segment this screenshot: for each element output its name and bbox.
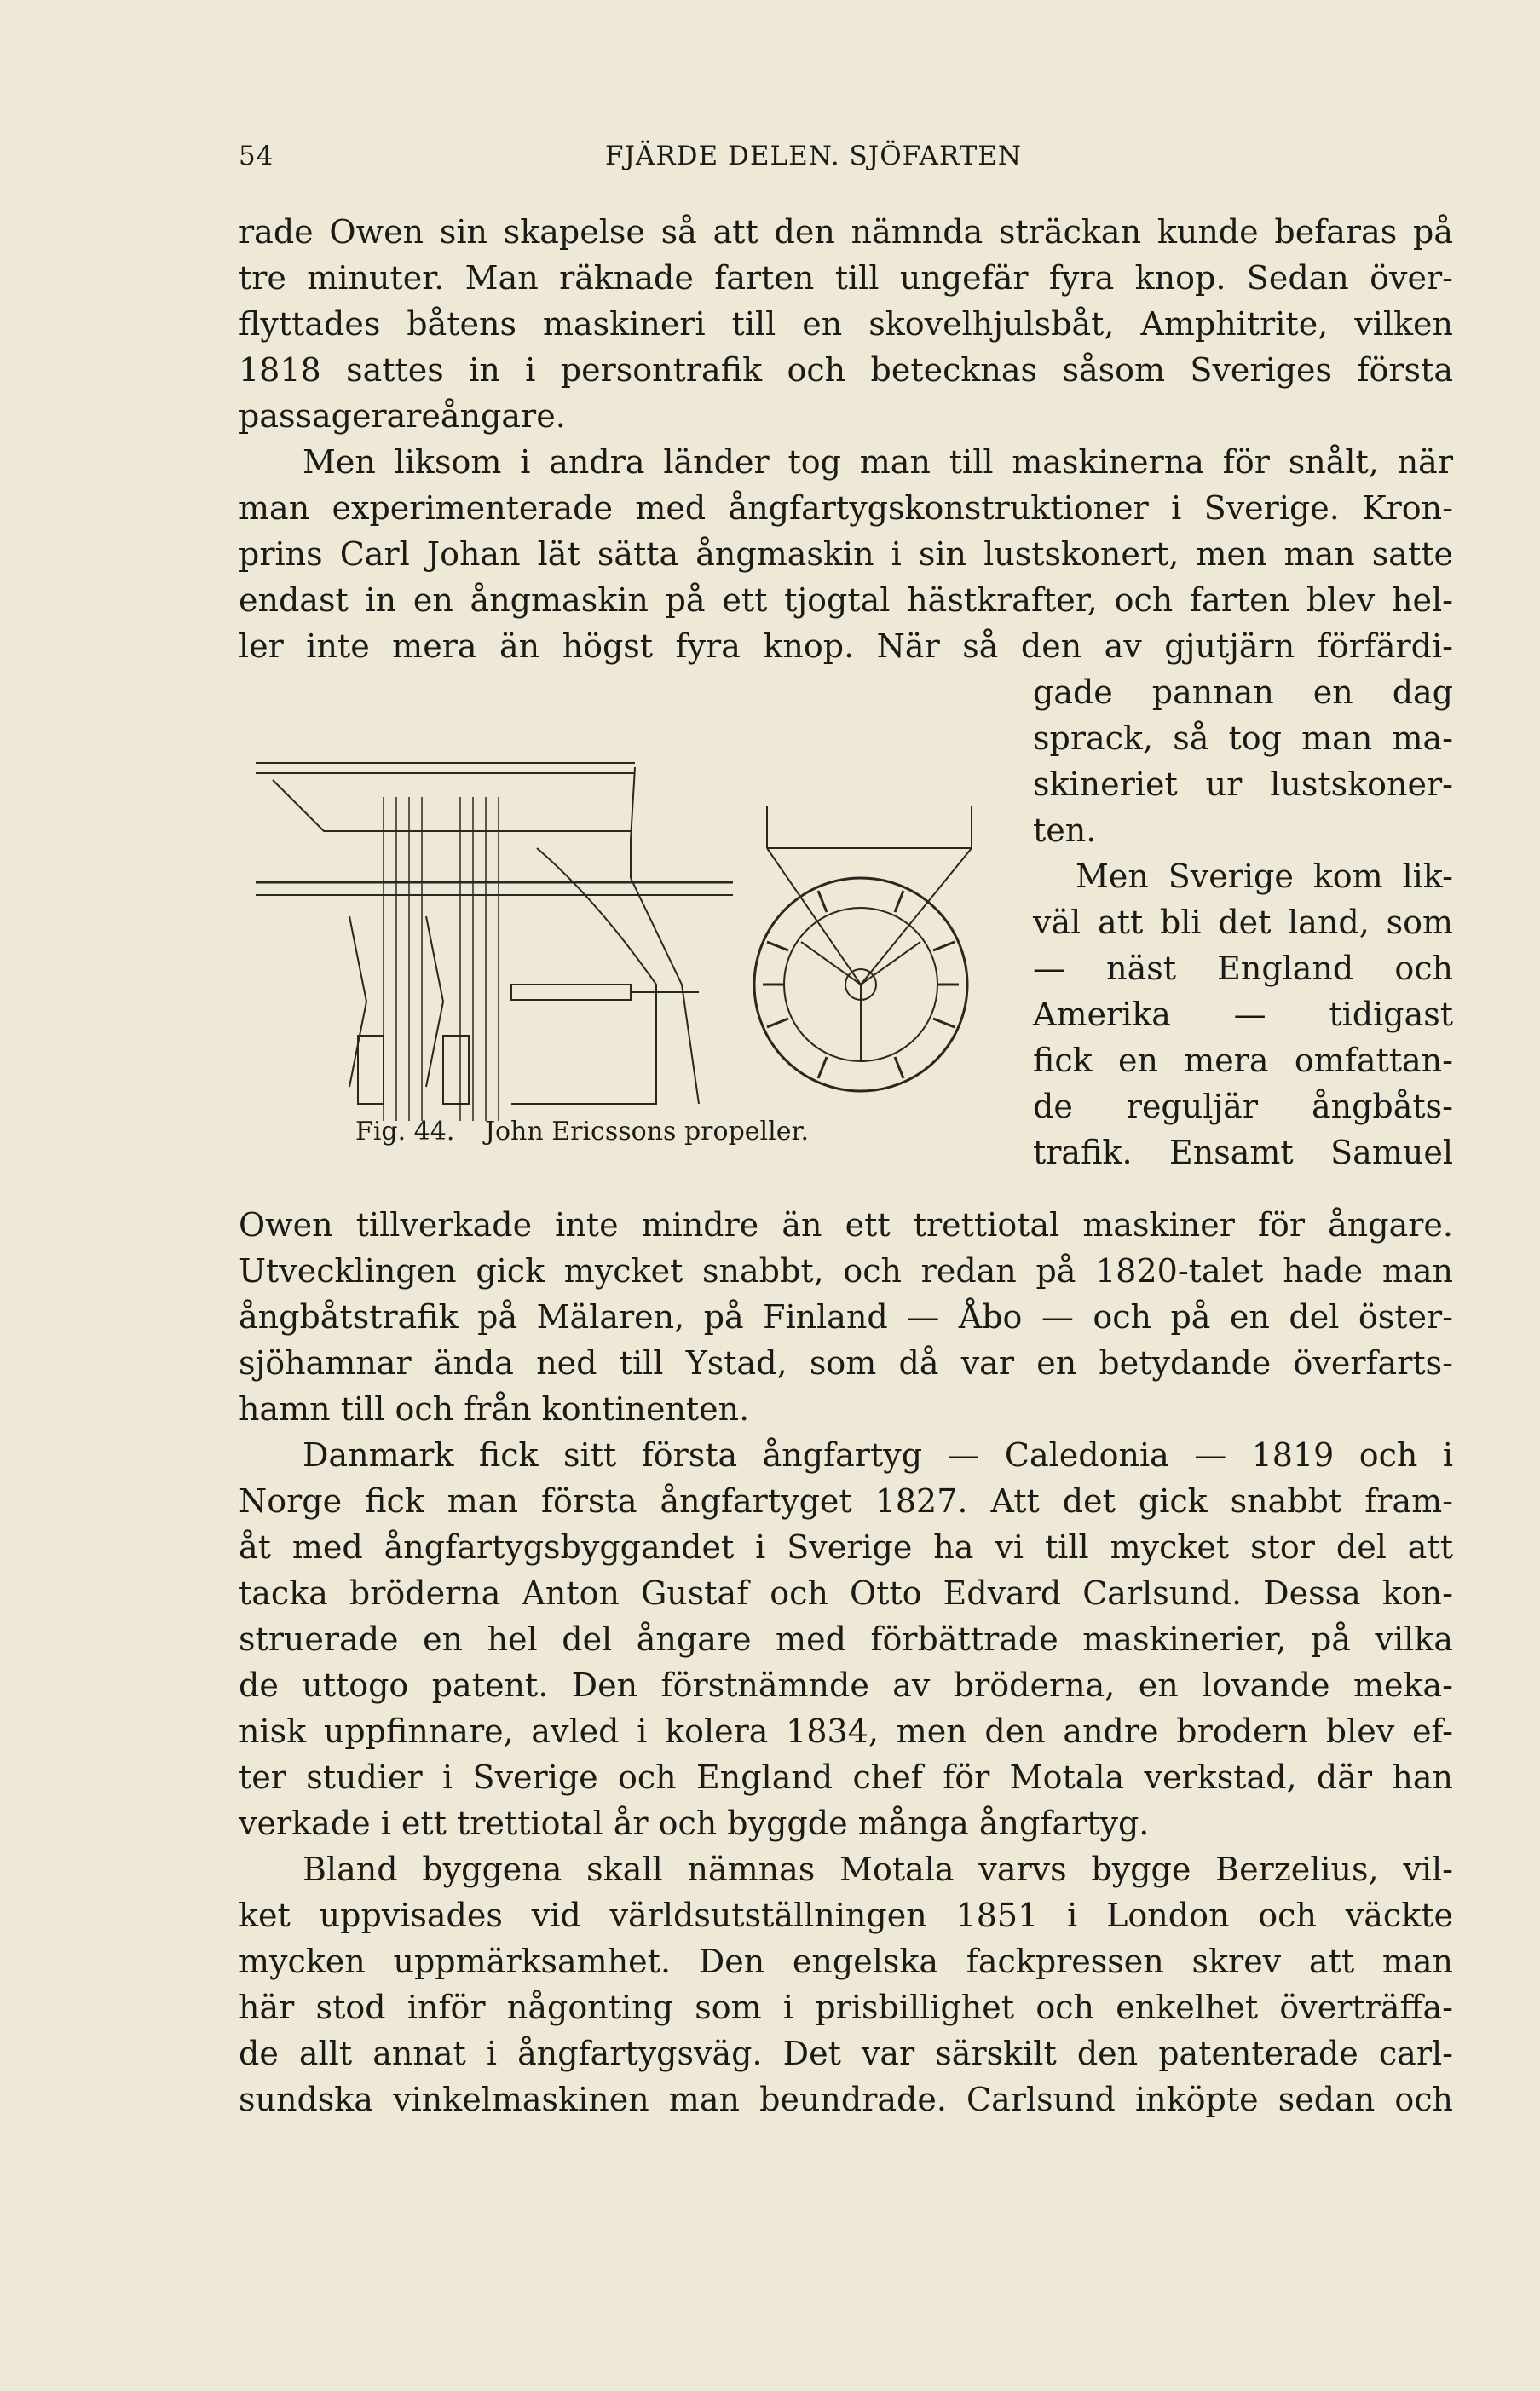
text-line: de allt annat i ångfartygsväg. Det var särskilt den patenterade carl- — [239, 2035, 1453, 2072]
text-line: ler inte mera än högst fyra knop. När så den av gjutjärn förfärdi- — [239, 627, 1453, 665]
text-line: skineriet ur lustskoner- — [1033, 765, 1453, 803]
text-line: trafik. Ensamt Samuel — [1033, 1134, 1453, 1171]
figure-caption-text: John Ericssons propeller. — [484, 1117, 810, 1146]
text-line: Owen tillverkade inte mindre än ett trettiotal maskiner för ångare. — [239, 1206, 1453, 1244]
text-line: mycken uppmärksamhet. Den engelska fackpressen skrev att man — [239, 1943, 1453, 1980]
text-line: gade pannan en dag — [1033, 673, 1453, 711]
text-line: Men liksom i andra länder tog man till maskinerna för snålt, när — [303, 443, 1453, 481]
running-title: FJÄRDE DELEN. SJÖFARTEN — [605, 141, 1023, 171]
text-line: hamn till och från kontinenten. — [239, 1390, 750, 1428]
text-line: passagerareångare. — [239, 397, 566, 435]
text-line: Men Sverige kom lik- — [1076, 858, 1453, 895]
text-top — [239, 209, 1453, 669]
text-line: tre minuter. Man räknade farten till ungefär fyra knop. Sedan över- — [239, 259, 1453, 297]
page-header — [239, 141, 1176, 183]
text-line: flyttades båtens maskineri till en skovelhjulsbåt, Amphitrite, vilken — [239, 305, 1453, 343]
text-line: Norge fick man första ångfartyget 1827. Att det gick snabbt fram- — [239, 1482, 1453, 1520]
figure-number: Fig. 44. — [355, 1117, 455, 1146]
text-line: de uttogo patent. Den förstnämnde av bröderna, en lovande meka- — [239, 1666, 1453, 1704]
text-line: ket uppvisades vid världsutställningen 1851 i London och väckte — [239, 1897, 1453, 1934]
text-bottom — [239, 1202, 1453, 2122]
text-line: — näst England och — [1033, 950, 1453, 987]
text-column-right — [1033, 669, 1453, 1175]
text-line: Bland byggena skall nämnas Motala varvs bygge Berzelius, vil- — [303, 1851, 1453, 1888]
text-line: tacka bröderna Anton Gustaf och Otto Edvard Carlsund. Dessa kon- — [239, 1574, 1453, 1612]
text-line: sprack, så tog man ma- — [1033, 719, 1453, 757]
text-line: Utvecklingen gick mycket snabbt, och redan på 1820-talet hade man — [239, 1252, 1453, 1290]
text-line: sundska vinkelmaskinen man beundrade. Carlsund inköpte sedan och — [239, 2081, 1453, 2118]
text-line: Amerika — tidigast — [1033, 996, 1453, 1033]
text-line: struerade en hel del ångare med förbättrade maskinerier, på vilka — [239, 1620, 1453, 1658]
text-line: verkade i ett trettiotal år och byggde många ångfartyg. — [239, 1805, 1150, 1842]
propeller-figure — [256, 729, 1006, 1172]
text-line: ångbåtstrafik på Mälaren, på Finland — Åbo — och på en del öster- — [239, 1298, 1453, 1336]
text-line: ter studier i Sverige och England chef för Motala verkstad, där han — [239, 1759, 1453, 1796]
text-line: sjöhamnar ända ned till Ystad, som då var en betydande överfarts- — [239, 1344, 1453, 1382]
text-line: ten. — [1033, 811, 1097, 849]
text-line: rade Owen sin skapelse så att den nämnda sträckan kunde befaras på — [239, 213, 1453, 251]
text-line: åt med ångfartygsbyggandet i Sverige ha vi till mycket stor del att — [239, 1528, 1453, 1566]
page-number: 54 — [239, 141, 274, 171]
text-line: fick en mera omfattan- — [1033, 1042, 1453, 1079]
text-line: Danmark fick sitt första ångfartyg — Caledonia — 1819 och i — [303, 1436, 1453, 1474]
text-line: här stod inför någonting som i prisbillighet och enkelhet överträffa- — [239, 1989, 1453, 2026]
text-line: väl att bli det land, som — [1033, 904, 1453, 941]
text-line: nisk uppfinnare, avled i kolera 1834, men den andre brodern blev ef- — [239, 1712, 1453, 1750]
text-line: de reguljär ångbåts- — [1033, 1088, 1453, 1125]
text-line: 1818 sattes in i persontrafik och betecknas såsom Sveriges första — [239, 351, 1453, 389]
text-line: prins Carl Johan lät sätta ångmaskin i sin lustskonert, men man satte — [239, 535, 1453, 573]
figure-caption — [355, 1117, 809, 1146]
text-line: endast in en ångmaskin på ett tjogtal hästkrafter, och farten blev hel- — [239, 581, 1453, 619]
text-line: man experimenterade med ångfartygskonstruktioner i Sverige. Kron- — [239, 489, 1453, 527]
